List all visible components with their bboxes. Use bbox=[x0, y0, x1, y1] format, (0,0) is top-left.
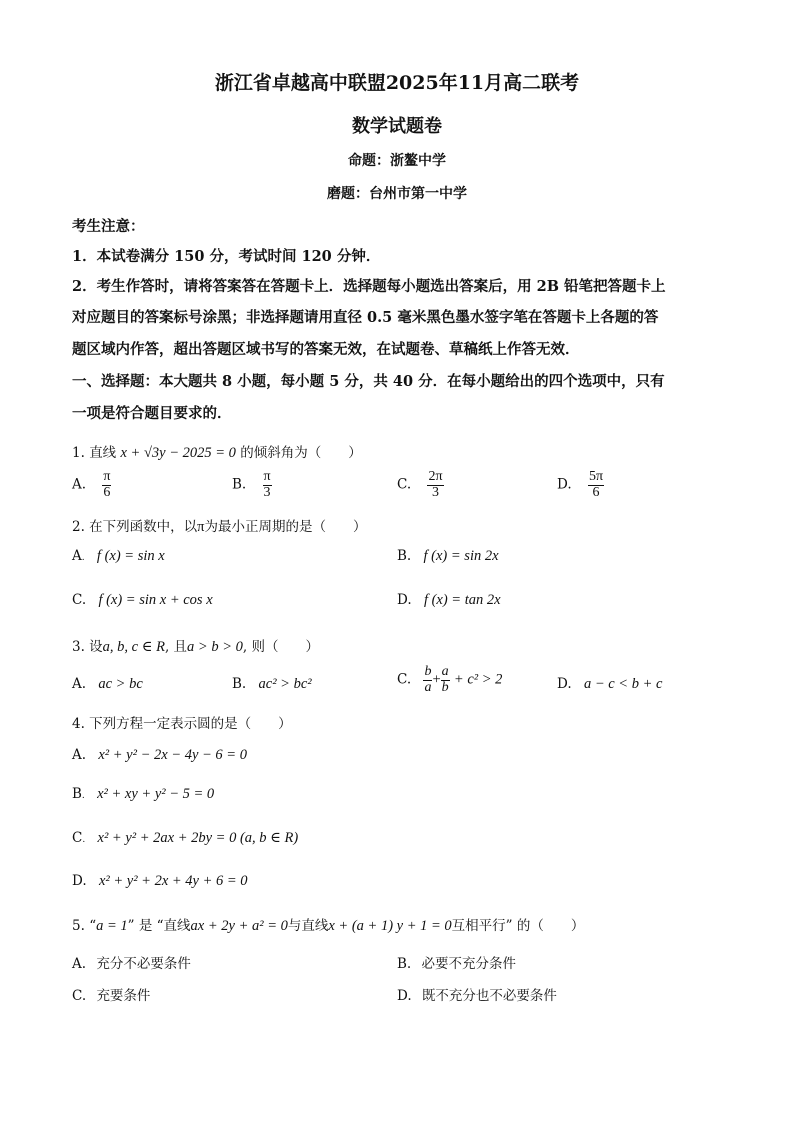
option-text: 充分不必要条件 bbox=[96, 956, 191, 972]
q3-option-b bbox=[232, 676, 312, 693]
q4-option-d bbox=[72, 873, 248, 890]
option-expression: f (x) = tan 2x bbox=[423, 592, 501, 608]
option-label: B. bbox=[397, 548, 412, 564]
option-label: C. bbox=[72, 988, 87, 1004]
notice-item-1: 1．本试卷满分 150 分，考试时间 120 分钟． bbox=[72, 248, 381, 265]
reviewer-line: 磨题：台州市第一中学 bbox=[327, 186, 467, 202]
option-label: D. bbox=[557, 676, 572, 692]
q4-option-b: B. x² + xy + y² − 5 = 0 bbox=[72, 786, 215, 802]
exam-title: 浙江省卓越高中联盟2025年11月高二联考 bbox=[214, 72, 580, 94]
question-5: 5. “a = 1” 是 “直线ax + 2y + a² = 0与直线x + (a + 1) y + 1 = 0互相平行” 的（ ） bbox=[72, 918, 585, 934]
q5-number: 5. bbox=[72, 918, 85, 934]
option-label: D. bbox=[72, 873, 87, 889]
q5-option-d bbox=[397, 984, 557, 1004]
q2-option-b bbox=[397, 548, 499, 565]
option-label: B. bbox=[232, 676, 247, 692]
option-expression: ac > bc bbox=[98, 676, 143, 692]
option-text: 充要条件 bbox=[96, 988, 151, 1004]
question-2 bbox=[72, 515, 367, 536]
option-expression: x² + xy + y² − 5 = 0 bbox=[97, 786, 215, 802]
option-label: A. bbox=[72, 956, 87, 972]
q3-stem-post: , 则（ ） bbox=[242, 639, 319, 655]
section-heading-line-2: 一项是符合题目要求的． bbox=[72, 405, 232, 422]
option-label: A bbox=[72, 548, 82, 564]
option-label: B bbox=[72, 786, 82, 802]
q5-option-a bbox=[72, 952, 191, 972]
q5-option-b bbox=[397, 952, 516, 972]
q3-condition: a > b > 0 bbox=[187, 639, 243, 655]
option-label: C bbox=[72, 830, 83, 846]
notice-item-2-line-2: 对应题目的答案标号涂黑；非选择题请用直径 0.5 毫米黑色墨水签字笔在答题卡上各题的答 bbox=[72, 309, 659, 326]
q3-stem-pre: 3. 设 bbox=[72, 639, 103, 655]
q4-option-c: C. x² + y² + 2ax + 2by = 0 (a, b ∈ R) bbox=[72, 830, 299, 846]
option-label: A. bbox=[72, 747, 87, 763]
option-label: B. bbox=[232, 476, 247, 493]
q3-option-c: C. $\frac{b}{a}$ + $\frac{a}{b}$ + c² > 2 bbox=[397, 664, 503, 695]
q3-mid: , 且 bbox=[164, 639, 188, 655]
q5-line-1: ax + 2y + a² = 0 bbox=[190, 918, 288, 934]
question-4: 4. 下列方程一定表示圆的是（ ） bbox=[72, 716, 292, 732]
option-text: 既不充分也不必要条件 bbox=[421, 988, 557, 1004]
notice-item-2-line-3: 题区域内作答，超出答题区域书写的答案无效，在试题卷、草稿纸上作答无效． bbox=[72, 341, 580, 358]
q3-option-d bbox=[557, 676, 662, 693]
q3-vars: a, b, c ∈ R bbox=[102, 639, 165, 655]
fraction: $\frac{\pi}{3}$ bbox=[263, 469, 271, 500]
option-label: D. bbox=[557, 476, 572, 493]
option-expression: f (x) = sin x bbox=[96, 548, 165, 564]
question-1 bbox=[72, 441, 362, 462]
q2-option-a: A. f (x) = sin x bbox=[72, 548, 165, 564]
exam-subtitle: 数学试题卷 bbox=[352, 116, 442, 137]
q3-option-a bbox=[72, 676, 143, 693]
option-expression: ac² > bc² bbox=[258, 676, 312, 692]
option-label: C. bbox=[72, 592, 87, 608]
option-expression: f (x) = sin x + cos x bbox=[98, 592, 213, 608]
q4-option-a bbox=[72, 747, 247, 764]
option-label: C. bbox=[397, 671, 412, 688]
question-3 bbox=[72, 635, 319, 656]
q2-stem-post: 为最小正周期的是（ ） bbox=[204, 519, 367, 535]
q1-option-d bbox=[557, 470, 604, 500]
option-label: D. bbox=[397, 988, 412, 1004]
option-label: C. bbox=[397, 476, 412, 493]
fraction: $\frac{a}{b}$ bbox=[441, 664, 449, 695]
q1-post: 的倾斜角为（ ） bbox=[240, 445, 362, 461]
q2-pi: π bbox=[197, 519, 205, 535]
proposer-line: 命题：浙鳌中学 bbox=[348, 153, 446, 169]
option-label: A. bbox=[72, 676, 87, 692]
fraction: $\frac{b}{a}$ bbox=[424, 664, 432, 695]
option-expression: f (x) = sin 2x bbox=[423, 548, 499, 564]
q5-condition: a = 1 bbox=[96, 918, 128, 934]
option-expression: x² + y² + 2x + 4y + 6 = 0 bbox=[98, 873, 248, 889]
q2-stem-pre: 2. 在下列函数中，以 bbox=[72, 519, 198, 535]
q1-equation: x + √3y − 2025 = 0 bbox=[120, 445, 236, 461]
option-expression: x² + y² − 2x − 4y − 6 = 0 bbox=[98, 747, 247, 763]
q2-option-c bbox=[72, 592, 213, 609]
q2-option-d bbox=[397, 592, 501, 609]
option-expression: + c² > 2 bbox=[453, 671, 503, 688]
section-heading-line-1: 一、选择题：本大题共 8 小题，每小题 5 分，共 40 分．在每小题给出的四个选项中，只有 bbox=[72, 373, 665, 390]
q1-number: 1. bbox=[72, 445, 85, 461]
fraction: $\frac{2\pi}{3}$ bbox=[428, 469, 443, 500]
option-expression: a − c < b + c bbox=[583, 676, 663, 692]
option-label: A. bbox=[72, 476, 87, 493]
q5-line-2: x + (a + 1) y + 1 = 0 bbox=[328, 918, 452, 934]
q5-option-c bbox=[72, 984, 150, 1004]
option-label: B. bbox=[397, 956, 412, 972]
notice-item-2-line-1: 2．考生作答时，请将答案答在答题卡上．选择题每小题选出答案后，用 2B 铅笔把答题卡上 bbox=[72, 278, 666, 295]
fraction: $\frac{\pi}{6}$ bbox=[103, 469, 111, 500]
option-label: D. bbox=[397, 592, 412, 608]
q1-option-a bbox=[72, 470, 111, 500]
option-text: 必要不充分条件 bbox=[421, 956, 517, 972]
notice-heading: 考生注意： bbox=[72, 218, 145, 235]
fraction: $\frac{5\pi}{6}$ bbox=[588, 469, 604, 500]
q1-option-c bbox=[397, 470, 444, 500]
q1-pre: 直线 bbox=[89, 445, 117, 461]
q1-option-b bbox=[232, 470, 272, 500]
option-expression: x² + y² + 2ax + 2by = 0 (a, b ∈ R) bbox=[97, 830, 299, 846]
